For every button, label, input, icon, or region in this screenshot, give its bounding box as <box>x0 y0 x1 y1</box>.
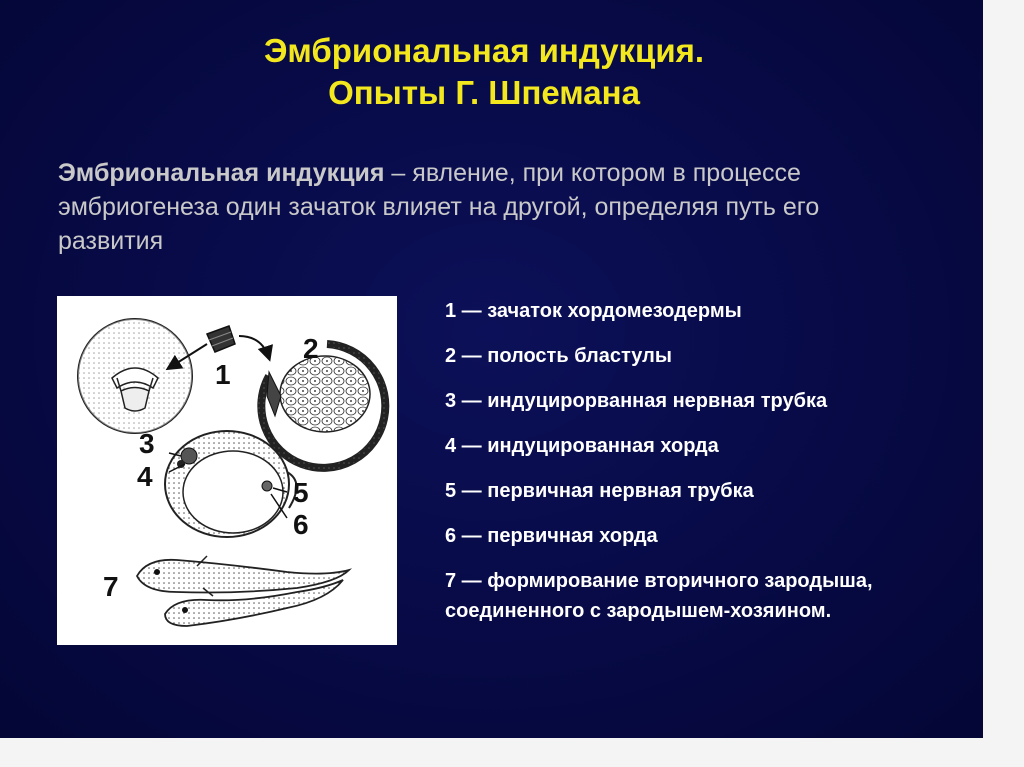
figure-label-7: 7 <box>103 571 119 602</box>
legend-item: 5 — первичная нервная трубка <box>445 480 754 502</box>
figure-label-6: 6 <box>293 509 309 540</box>
title-line-2: Опыты Г. Шпемана <box>328 74 640 111</box>
legend-item: 2 — полость бластулы <box>445 345 672 367</box>
host-blastula <box>261 344 385 468</box>
figure-label-5: 5 <box>293 477 309 508</box>
figure-label-2: 2 <box>303 333 319 364</box>
legend-item: 3 — индуцирорванная нервная трубка <box>445 390 828 412</box>
fused-larvae <box>137 556 349 626</box>
donor-embryo <box>78 319 192 433</box>
definition-term: Эмбриональная индукция <box>58 159 385 187</box>
figure-label-3: 3 <box>139 428 155 459</box>
legend-list <box>445 296 945 641</box>
definition-body: – явление, при котором в процессе эмбриогенеза один зачаток влияет на другой, определяя путь его развития <box>58 159 820 255</box>
legend-item: 6 — первичная хорда <box>445 525 658 547</box>
legend-item: 7 — формирование вторичного зародыша, соединенного с зародышем-хозяином. <box>445 570 873 622</box>
bottom-margin <box>0 738 1024 767</box>
legend-item: 4 — индуцированная хорда <box>445 435 719 457</box>
experiment-illustration <box>57 296 397 645</box>
slide-title <box>0 30 983 114</box>
figure-label-1: 1 <box>215 359 231 390</box>
spemann-experiment-figure <box>57 296 397 645</box>
legend-item: 1 — зачаток хордомезодермы <box>445 300 742 322</box>
right-margin <box>983 0 1024 767</box>
title-line-1: Эмбриональная индукция. <box>263 32 705 69</box>
figure-label-4: 4 <box>137 461 153 492</box>
definition-text <box>58 156 848 258</box>
